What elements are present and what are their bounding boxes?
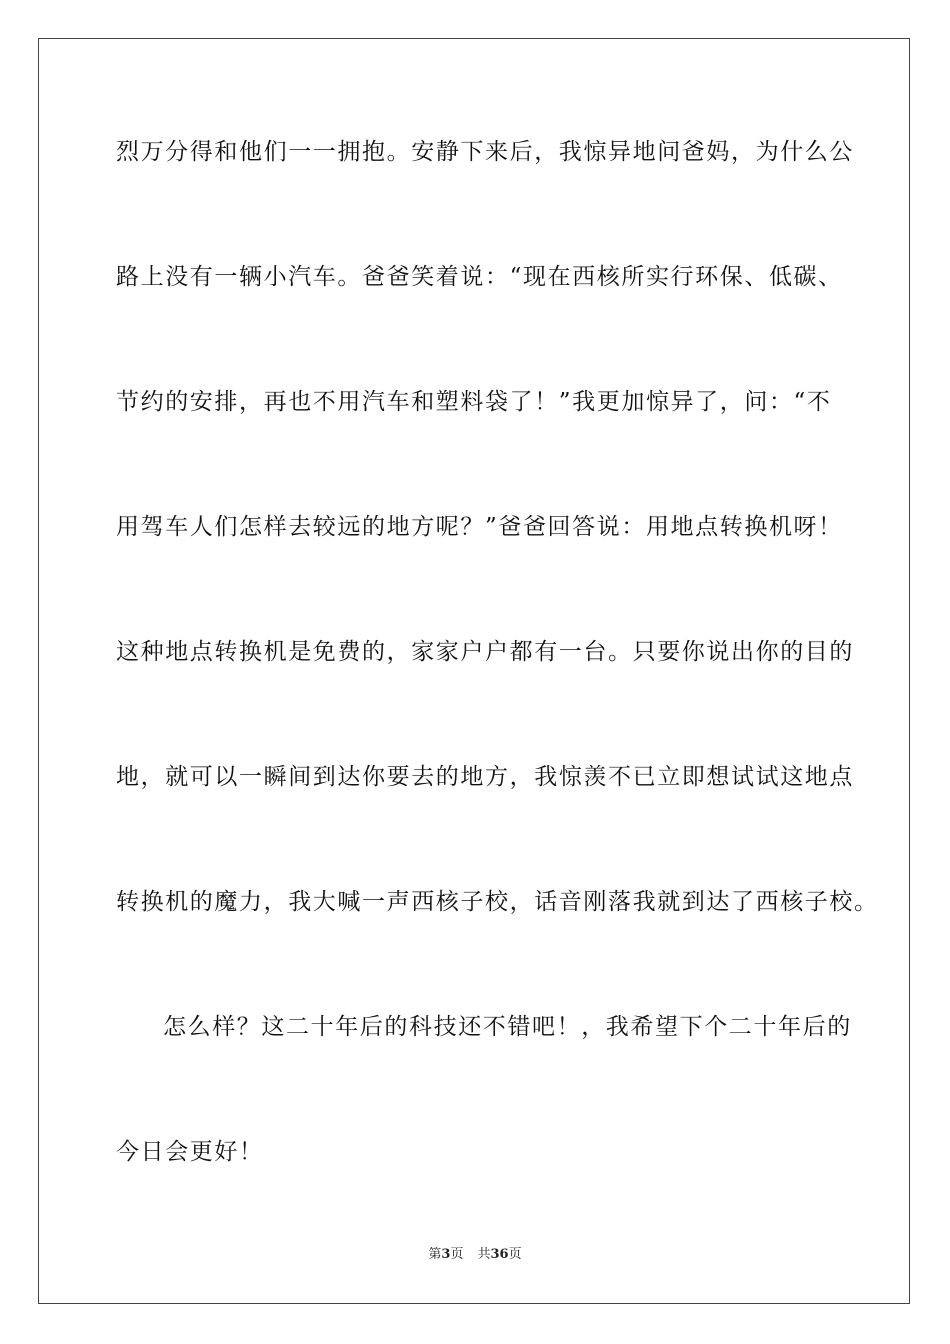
paragraph-line-5: 这种地点转换机是免费的，家家户户都有一台。只要你说出你的目的 — [116, 639, 854, 665]
paragraph-line-1: 烈万分得和他们一一拥抱。安静下来后，我惊异地问爸妈，为什么公 — [116, 139, 854, 165]
page-border — [38, 38, 910, 1304]
total-pages-number: 36 — [490, 1247, 509, 1262]
total-prefix: 共 — [477, 1247, 491, 1262]
paragraph-line-4: 用驾车人们怎样去较远的地方呢？”爸爸回答说：用地点转换机呀！ — [116, 514, 843, 540]
paragraph-line-2: 路上没有一辆小汽车。爸爸笑着说：“现在西核所实行环保、低碳、 — [116, 264, 843, 290]
total-suffix: 页 — [508, 1247, 522, 1262]
page-footer — [0, 1246, 950, 1264]
paragraph-line-6: 地，就可以一瞬间到达你要去的地方，我惊羡不已立即想试试这地点 — [116, 764, 854, 790]
current-page-number: 3 — [441, 1247, 451, 1262]
page-suffix: 页 — [450, 1247, 464, 1262]
paragraph-line-7: 转换机的魔力，我大喊一声西核子校，话音刚落我就到达了西核子校。 — [116, 889, 879, 915]
page-prefix: 第 — [428, 1247, 442, 1262]
paragraph-line-9: 今日会更好！ — [116, 1139, 264, 1165]
paragraph-line-3: 节约的安排，再也不用汽车和塑料袋了！”我更加惊异了，问：“不 — [116, 389, 832, 415]
paragraph-line-8: 怎么样？这二十年后的科技还不错吧！，我希望下个二十年后的 — [163, 1014, 852, 1040]
